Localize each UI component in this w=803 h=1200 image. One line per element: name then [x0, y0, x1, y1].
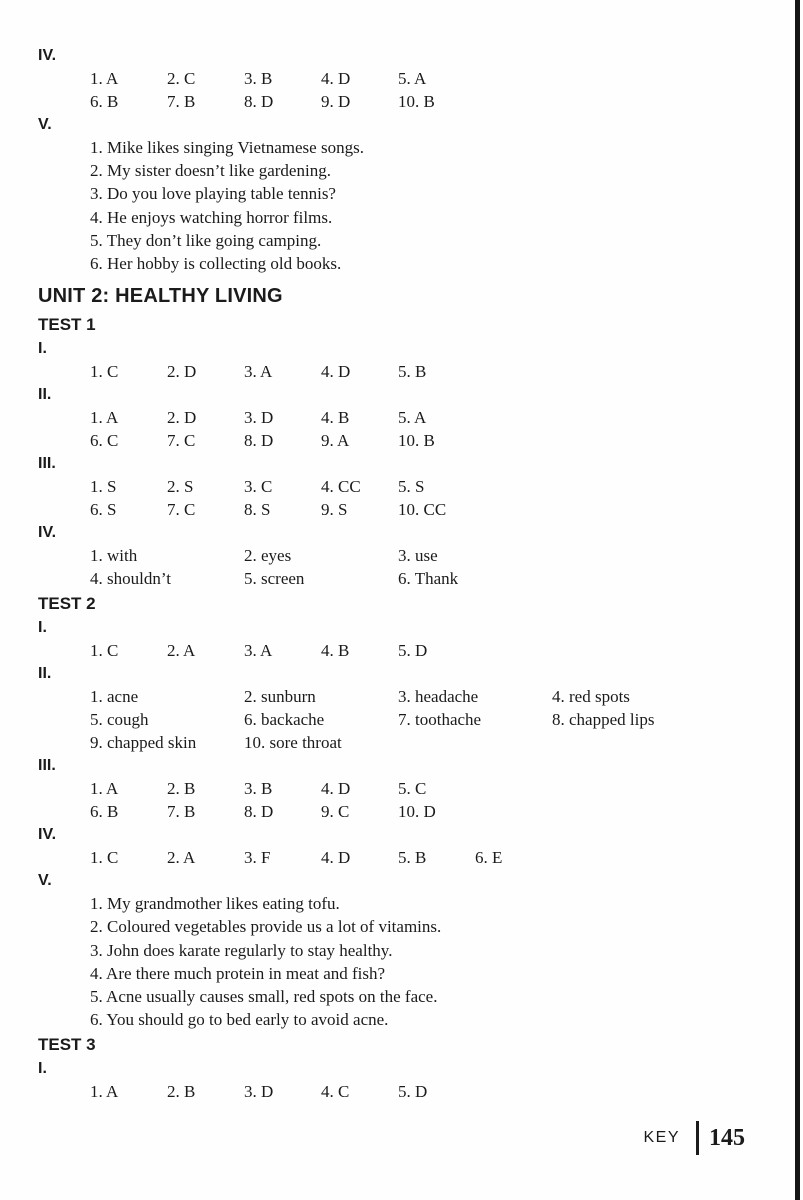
sentence-list — [90, 892, 718, 1031]
footer-key-label: KEY — [643, 1129, 680, 1146]
answer-sentence: 6. You should go to bed early to avoid acne. — [90, 1010, 389, 1030]
answer-grid — [90, 777, 718, 823]
answer-sentence: 2. Coloured vegetables provide us a lot of vitamins. — [90, 917, 442, 937]
answer-row — [90, 406, 718, 429]
answer-cell: 2. eyes — [244, 546, 292, 566]
answer-cell: 3. C — [244, 477, 273, 497]
answer-sentence: 4. He enjoys watching horror films. — [90, 207, 333, 227]
page-footer — [643, 1120, 745, 1156]
answer-sentence: 1. My grandmother likes eating tofu. — [90, 894, 340, 914]
section-numeral: I. — [38, 1060, 47, 1078]
answer-cell: 9. D — [321, 92, 351, 111]
answer-cell: 7. C — [167, 500, 196, 520]
answer-cell: 4. shouldn’t — [90, 569, 171, 589]
answer-cell: 8. D — [244, 92, 274, 111]
answer-grid — [90, 360, 718, 383]
answer-cell: 3. F — [244, 848, 271, 868]
answer-cell: 1. A — [90, 779, 119, 799]
page-number: 145 — [709, 1124, 745, 1151]
answer-cell: 3. A — [244, 641, 273, 661]
answer-sentence: 2. My sister doesn’t like gardening. — [90, 161, 331, 181]
answer-sentence: 1. Mike likes singing Vietnamese songs. — [90, 138, 364, 157]
section-numeral: V. — [38, 872, 52, 890]
answer-grid — [90, 1080, 718, 1103]
answer-cell: 2. A — [167, 641, 196, 661]
answer-cell: 1. acne — [90, 687, 139, 707]
answer-cell: 2. D — [167, 362, 197, 382]
answer-cell: 3. B — [244, 779, 273, 799]
answer-cell: 6. C — [90, 431, 119, 451]
answer-cell: 3. D — [244, 408, 274, 428]
answer-cell: 2. B — [167, 1082, 196, 1102]
answer-cell: 1. with — [90, 546, 138, 566]
answer-cell: 1. C — [90, 848, 119, 868]
answer-sentence: 4. Are there much protein in meat and fish? — [90, 963, 386, 983]
answer-cell: 5. D — [398, 641, 428, 661]
test-heading: TEST 3 — [38, 1035, 96, 1055]
footer-divider — [696, 1121, 699, 1155]
answer-cell: 5. A — [398, 408, 427, 428]
answer-cell: 8. chapped lips — [552, 710, 655, 730]
section-numeral: III. — [38, 757, 56, 775]
answer-grid — [90, 685, 718, 754]
answer-row — [90, 1080, 718, 1103]
answer-cell: 6. B — [90, 802, 119, 822]
section-numeral: III. — [38, 455, 56, 473]
answer-cell: 1. C — [90, 641, 119, 661]
answer-row — [90, 429, 718, 452]
answer-cell: 10. B — [398, 92, 435, 111]
answer-row — [90, 800, 718, 823]
answer-row — [90, 360, 718, 383]
answer-cell: 5. D — [398, 1082, 428, 1102]
answer-cell: 6. E — [475, 848, 503, 868]
answer-row — [90, 639, 718, 662]
answer-cell: 7. B — [167, 92, 196, 111]
answer-cell: 5. screen — [244, 569, 305, 589]
answer-cell: 1. A — [90, 69, 119, 88]
answer-cell: 4. D — [321, 362, 351, 382]
answer-cell: 10. CC — [398, 500, 447, 520]
answer-cell: 1. A — [90, 408, 119, 428]
answer-cell: 10. B — [398, 431, 435, 451]
answer-cell: 10. D — [398, 802, 436, 822]
scan-edge-line — [795, 0, 800, 1200]
answer-grid — [90, 475, 718, 521]
answer-row — [90, 544, 718, 567]
answer-cell: 5. A — [398, 69, 427, 88]
answer-cell: 4. C — [321, 1082, 350, 1102]
answer-row — [90, 90, 718, 113]
unit-heading: UNIT 2: HEALTHY LIVING — [38, 285, 283, 308]
answer-cell: 9. C — [321, 802, 350, 822]
answer-cell: 3. headache — [398, 687, 479, 707]
test-heading: TEST 2 — [38, 594, 96, 614]
answer-cell: 9. S — [321, 500, 348, 520]
section-numeral: IV. — [38, 826, 57, 844]
answer-cell: 4. red spots — [552, 687, 630, 707]
answer-cell: 1. S — [90, 477, 117, 497]
answer-grid — [90, 67, 718, 113]
answer-grid — [90, 406, 718, 452]
answer-cell: 9. chapped skin — [90, 733, 197, 753]
answer-cell: 5. C — [398, 779, 427, 799]
answer-grid — [90, 639, 718, 662]
answer-cell: 2. B — [167, 779, 196, 799]
answer-sentence: 3. Do you love playing table tennis? — [90, 184, 336, 204]
answer-row — [90, 731, 718, 754]
answer-row — [90, 498, 718, 521]
answer-row — [90, 777, 718, 800]
section-numeral: V. — [38, 116, 52, 133]
answer-cell: 6. B — [90, 92, 119, 111]
answer-cell: 7. C — [167, 431, 196, 451]
answer-cell: 7. B — [167, 802, 196, 822]
answer-cell: 3. A — [244, 362, 273, 382]
answer-row — [90, 708, 718, 731]
section-numeral: I. — [38, 619, 47, 637]
answer-row — [90, 567, 718, 590]
answer-cell: 1. C — [90, 362, 119, 382]
answer-cell: 4. D — [321, 69, 351, 88]
answer-cell: 1. A — [90, 1082, 119, 1102]
section-numeral: II. — [38, 386, 52, 404]
answer-cell: 2. S — [167, 477, 194, 497]
answer-cell: 4. B — [321, 408, 350, 428]
section-numeral: IV. — [38, 47, 57, 64]
answer-grid — [90, 544, 718, 590]
answer-sentence: 5. They don’t like going camping. — [90, 230, 322, 250]
answer-cell: 7. toothache — [398, 710, 482, 730]
answer-cell: 10. sore throat — [244, 733, 342, 753]
answer-cell: 5. B — [398, 848, 427, 868]
sentence-list — [90, 136, 718, 275]
section-numeral: II. — [38, 665, 52, 683]
answer-row — [90, 846, 718, 869]
answer-cell: 4. B — [321, 641, 350, 661]
answer-cell: 5. S — [398, 477, 425, 497]
answer-grid — [90, 846, 718, 869]
answer-cell: 3. D — [244, 1082, 274, 1102]
answer-cell: 3. B — [244, 69, 273, 88]
answer-sentence: 6. Her hobby is collecting old books. — [90, 254, 342, 274]
page-content — [38, 44, 718, 1103]
answer-cell: 6. backache — [244, 710, 325, 730]
answer-row — [90, 67, 718, 90]
section-numeral: I. — [38, 340, 47, 358]
answer-cell: 4. CC — [321, 477, 361, 497]
answer-cell: 5. cough — [90, 710, 149, 730]
answer-cell: 8. D — [244, 802, 274, 822]
answer-cell: 8. S — [244, 500, 271, 520]
section-numeral: IV. — [38, 524, 57, 542]
answer-cell: 4. D — [321, 779, 351, 799]
answer-sentence: 5. Acne usually causes small, red spots on the face. — [90, 987, 438, 1007]
answer-cell: 2. sunburn — [244, 687, 316, 707]
answer-cell: 5. B — [398, 362, 427, 382]
answer-cell: 6. S — [90, 500, 117, 520]
answer-cell: 8. D — [244, 431, 274, 451]
answer-row — [90, 475, 718, 498]
answer-cell: 6. Thank — [398, 569, 459, 589]
answer-cell: 2. A — [167, 848, 196, 868]
answer-cell: 2. C — [167, 69, 196, 88]
answer-cell: 9. A — [321, 431, 350, 451]
answer-cell: 4. D — [321, 848, 351, 868]
answer-sentence: 3. John does karate regularly to stay healthy. — [90, 940, 393, 960]
answer-row — [90, 685, 718, 708]
answer-cell: 3. use — [398, 546, 438, 566]
answer-cell: 2. D — [167, 408, 197, 428]
test-heading: TEST 1 — [38, 315, 96, 335]
